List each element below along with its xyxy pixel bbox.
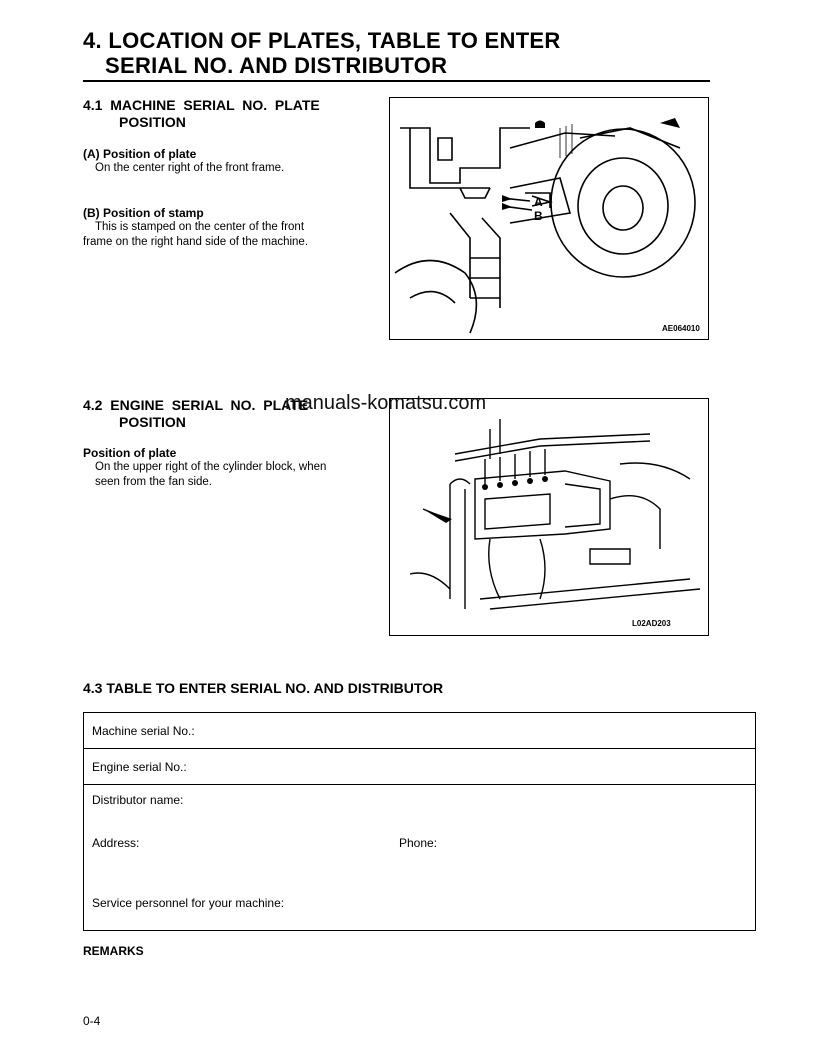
machine-serial-field[interactable] xyxy=(84,713,756,749)
figure-label-b: B xyxy=(534,209,543,223)
engine-illustration xyxy=(390,399,708,635)
distributor-field[interactable] xyxy=(84,785,756,931)
engine-serial-label: Engine serial No.: xyxy=(92,759,187,774)
section-4-3-heading: 4.3 TABLE TO ENTER SERIAL NO. AND DISTRIBUTOR xyxy=(83,680,444,696)
title-rule xyxy=(83,80,710,82)
stamp-text-line-2: frame on the right hand side of the machine. xyxy=(83,236,309,248)
remarks-label: REMARKS xyxy=(83,944,144,958)
section-4-2-heading-line-1: 4.2 ENGINE SERIAL NO. PLATE xyxy=(83,397,309,413)
page-title xyxy=(83,28,561,78)
section-4-2-heading-line-2: POSITION xyxy=(119,414,186,430)
address-label: Address: xyxy=(92,836,140,850)
engine-text-line-1: On the upper right of the cylinder block, when xyxy=(95,461,327,473)
watermark-text: manuals-komatsu.com xyxy=(285,392,487,414)
title-line-2: SERIAL NO. AND DISTRIBUTOR xyxy=(105,53,448,78)
engine-serial-field[interactable] xyxy=(84,749,756,785)
phone-label: Phone: xyxy=(399,836,438,850)
machine-serial-plate-figure xyxy=(389,97,709,340)
title-line-1: 4. LOCATION OF PLATES, TABLE TO ENTER xyxy=(83,28,561,53)
stamp-text-line-1: This is stamped on the center of the front xyxy=(95,221,305,233)
plate-position-label: (A) Position of plate xyxy=(83,147,197,161)
engine-plate-position-label: Position of plate xyxy=(83,446,177,460)
section-4-1-heading-line-2: POSITION xyxy=(119,114,186,130)
service-personnel-label: Service personnel for your machine: xyxy=(92,896,285,910)
stamp-position-text xyxy=(83,220,363,250)
page-number: 0-4 xyxy=(83,1014,101,1028)
figure-code-4-2: L02AD203 xyxy=(632,619,671,628)
section-4-1-heading-line-1: 4.1 MACHINE SERIAL NO. PLATE xyxy=(83,97,320,113)
plate-position-text: On the center right of the front frame. xyxy=(95,162,285,174)
engine-plate-position-text xyxy=(95,460,326,490)
engine-serial-plate-figure xyxy=(389,398,709,636)
engine-text-line-2: seen from the fan side. xyxy=(95,476,212,488)
stamp-position-label: (B) Position of stamp xyxy=(83,206,204,220)
serial-distributor-table xyxy=(83,712,756,931)
wheel-loader-illustration xyxy=(390,98,708,339)
figure-code-4-1: AE064010 xyxy=(662,324,700,333)
machine-serial-label: Machine serial No.: xyxy=(92,723,195,738)
section-4-1-heading xyxy=(83,97,375,131)
figure-label-a: A xyxy=(534,195,543,209)
distributor-name-label: Distributor name: xyxy=(92,793,184,807)
